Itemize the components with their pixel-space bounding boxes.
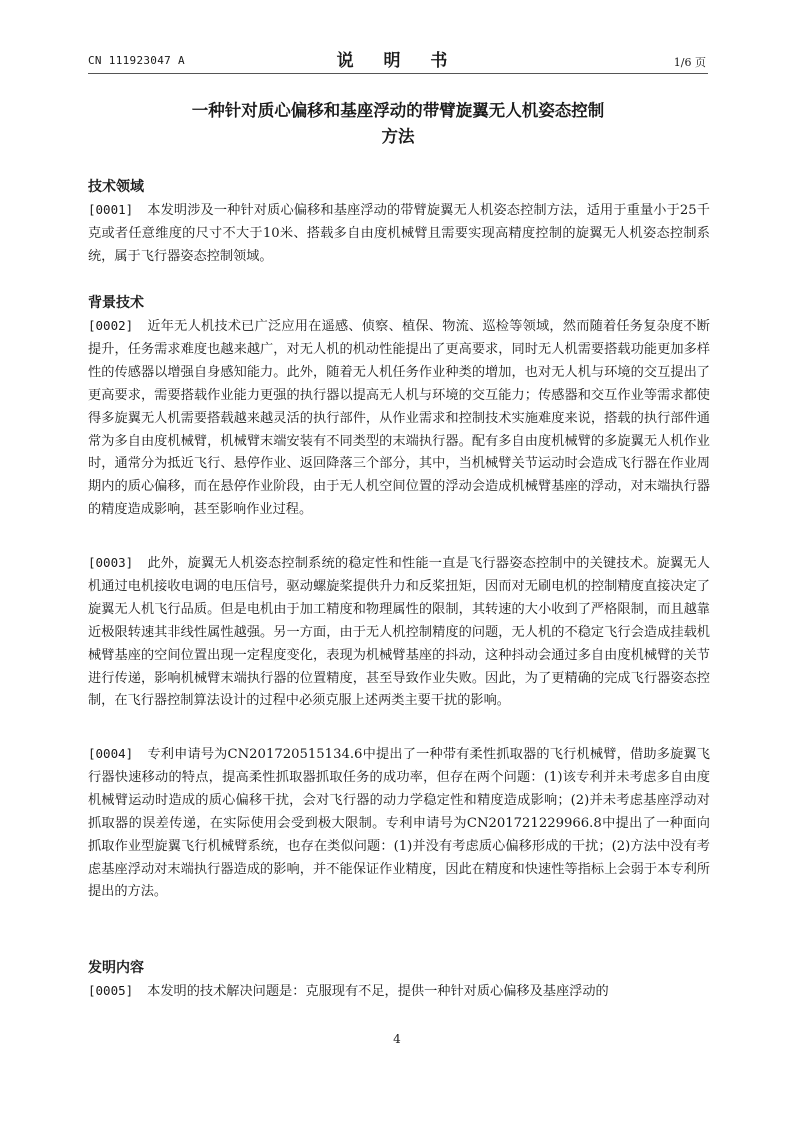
- header-divider: [88, 73, 708, 74]
- paragraph-0002: [88, 315, 710, 522]
- paragraph-text: 专利申请号为CN201720515134.6中提出了一种带有柔性抓取器的飞行机械臂，借助多旋翼飞行器快速移动的特点，提高柔性抓取器抓取任务的成功率，但存在两个问题：(1)该专利并未考虑多自由度机械臂运动时造成的质心偏移干扰，会对飞行器的动力学稳定性和精度造成影响；(2)并未考虑基座浮动对抓取器的误差传递，在实际使用会受到极大限制。专利申请号为CN201721229966.8中提出了一种面向抓取作业型旋翼飞行机械臂系统，也存在类似问题：(1)并没有考虑质心偏移形成的干扰；(2)方法中没有考虑基座浮动对末端执行器造成的影响，并不能保证作业精度，因此在精度和快速性等指标上会弱于本专利所提出的方法。: [88, 747, 710, 900]
- paragraph-number: [0004]: [88, 746, 134, 761]
- paragraph-0001: [88, 199, 710, 269]
- page-indicator: 1/6 页: [673, 56, 706, 69]
- heading-tech-field: 技术领域: [88, 179, 144, 195]
- paragraph-text: 本发明的技术解决问题是：克服现有不足，提供一种针对质心偏移及基座浮动的: [147, 984, 609, 999]
- section-title: 说 明 书: [336, 51, 460, 71]
- paragraph-0005: [88, 980, 710, 1004]
- paragraph-text: 近年无人机技术已广泛应用在遥感、侦察、植保、物流、巡检等领域，然而随着任务复杂度不断提升，任务需求难度也越来越广，对无人机的机动性能提出了更高要求，同时无人机需要搭载功能更加多样性的传感器以增强自身感知能力。此外，随着无人机任务作业种类的增加，也对无人机与环境的交互提出了更高要求，需要搭载作业能力更强的执行器以提高无人机与环境的交互能力；传感器和交互作业等需求都使得多旋翼无人机需要搭载越来越灵活的执行部件，从作业需求和控制技术实施难度来说，搭载的执行部件通常为多自由度机械臂，机械臂末端安装有不同类型的末端执行器。配有多自由度机械臂的多旋翼无人机作业时，通常分为抵近飞行、悬停作业、返回降落三个部分，其中，当机械臂关节运动时会造成飞行器在作业周期内的质心偏移，而在悬停作业阶段，由于无人机空间位置的浮动会造成机械臂基座的浮动，对末端执行器的精度造成影响，甚至影响作业过程。: [88, 319, 710, 518]
- paragraph-0003: [88, 552, 710, 713]
- paragraph-text: 本发明涉及一种针对质心偏移和基座浮动的带臂旋翼无人机姿态控制方法，适用于重量小于25千克或者任意维度的尺寸不大于10米、搭载多自由度机械臂且需要实现高精度控制的旋翼无人机姿态控制系统，属于飞行器姿态控制领域。: [88, 203, 710, 264]
- page-header: [88, 46, 708, 72]
- heading-summary: 发明内容: [88, 960, 144, 976]
- paragraph-0004: [88, 743, 710, 904]
- publication-number: CN 111923047 A: [88, 54, 185, 67]
- paragraph-number: [0001]: [88, 202, 134, 217]
- paragraph-text: 此外，旋翼无人机姿态控制系统的稳定性和性能一直是飞行器姿态控制中的关键技术。旋翼无人机通过电机接收电调的电压信号，驱动螺旋桨提供升力和反桨扭矩，因而对无刷电机的控制精度直接决定了旋翼无人机飞行品质。但是电机由于加工精度和物理属性的限制，其转速的大小收到了严格限制，而且越靠近极限转速其非线性属性越强。另一方面，由于无人机控制精度的问题，无人机的不稳定飞行会造成挂载机械臂基座的空间位置出现一定程度变化，表现为机械臂基座的抖动，这种抖动会通过多自由度机械臂的关节进行传递，影响机械臂末端执行器的位置精度，甚至导致作业失败。因此，为了更精确的完成飞行器姿态控制，在飞行器控制算法设计的过程中必须克服上述两类主要干扰的影响。: [88, 556, 710, 709]
- page-number: 4: [393, 1032, 401, 1046]
- title-line-2: 方法: [381, 127, 415, 146]
- paragraph-number: [0002]: [88, 318, 134, 333]
- paragraph-number: [0005]: [88, 983, 134, 998]
- paragraph-number: [0003]: [88, 555, 134, 570]
- title-line-1: 一种针对质心偏移和基座浮动的带臂旋翼无人机姿态控制: [191, 101, 605, 120]
- document-title: [88, 98, 708, 150]
- heading-background: 背景技术: [88, 295, 144, 311]
